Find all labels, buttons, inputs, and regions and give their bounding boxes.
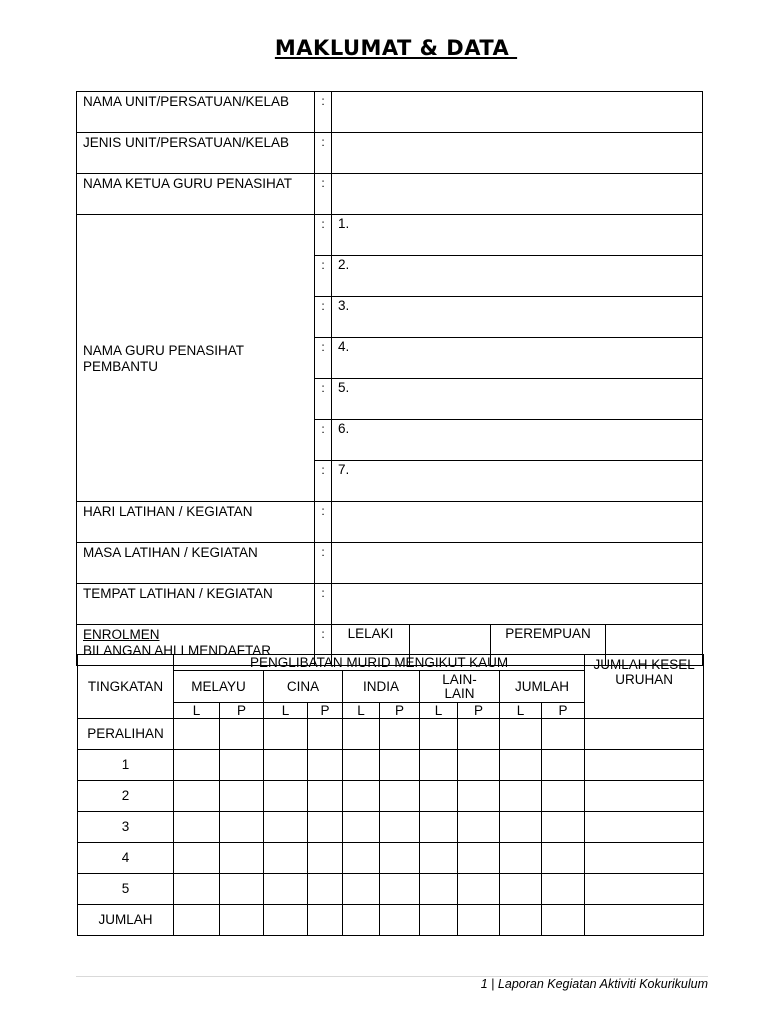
table-cell[interactable] xyxy=(585,874,704,905)
table-cell[interactable] xyxy=(585,781,704,812)
table-cell[interactable] xyxy=(174,874,220,905)
table-cell[interactable] xyxy=(343,719,380,750)
header-jumlah-keseluruhan xyxy=(585,655,704,719)
header-l-4: L xyxy=(500,703,542,719)
table-cell[interactable] xyxy=(500,843,542,874)
header-jumlah: JUMLAH xyxy=(500,671,585,703)
colon: : xyxy=(315,625,332,666)
table-cell[interactable] xyxy=(308,719,343,750)
row-hari xyxy=(77,502,703,543)
label-masa: MASA LATIHAN / KEGIATAN xyxy=(77,543,315,584)
table-cell[interactable] xyxy=(420,750,458,781)
header-p-4: P xyxy=(542,703,585,719)
label-lelaki: LELAKI xyxy=(332,625,410,666)
row-label: 5 xyxy=(78,874,174,905)
table-cell[interactable] xyxy=(220,812,264,843)
table-cell[interactable] xyxy=(458,750,500,781)
header-p-1: P xyxy=(308,703,343,719)
table-cell[interactable] xyxy=(380,812,420,843)
table-row xyxy=(78,843,704,874)
colon: : xyxy=(315,174,332,215)
header-p-2: P xyxy=(380,703,420,719)
table-cell[interactable] xyxy=(308,750,343,781)
colon: : xyxy=(315,256,332,297)
row-label: 4 xyxy=(78,843,174,874)
table-row xyxy=(78,781,704,812)
table-cell[interactable] xyxy=(308,781,343,812)
table-cell[interactable] xyxy=(343,843,380,874)
table-cell[interactable] xyxy=(542,874,585,905)
table-row xyxy=(78,750,704,781)
colon: : xyxy=(315,502,332,543)
colon: : xyxy=(315,92,332,133)
table-cell[interactable] xyxy=(458,781,500,812)
table-cell[interactable] xyxy=(500,874,542,905)
colon: : xyxy=(315,461,332,502)
table-cell[interactable] xyxy=(542,750,585,781)
table-cell[interactable] xyxy=(500,719,542,750)
row-jenis-unit xyxy=(77,133,703,174)
row-label: PERALIHAN xyxy=(78,719,174,750)
footer-text: Laporan Kegiatan Aktiviti Kokurikulum xyxy=(497,977,708,991)
colon: : xyxy=(315,297,332,338)
table-cell[interactable] xyxy=(220,781,264,812)
header-cina: CINA xyxy=(264,671,343,703)
table-cell[interactable] xyxy=(264,905,308,936)
table-cell[interactable] xyxy=(220,905,264,936)
field-pembantu-2[interactable]: 2. xyxy=(332,256,703,297)
label-enrolmen-heading: ENROLMEN xyxy=(83,627,160,642)
table-cell[interactable] xyxy=(458,905,500,936)
table-cell[interactable] xyxy=(585,750,704,781)
table-cell[interactable] xyxy=(174,812,220,843)
table-cell[interactable] xyxy=(308,812,343,843)
table-row xyxy=(78,874,704,905)
label-guru-pembantu: NAMA GURU PENASIHAT PEMBANTU xyxy=(77,215,315,502)
field-jenis-unit[interactable] xyxy=(332,133,703,174)
table-cell[interactable] xyxy=(585,905,704,936)
colon: : xyxy=(315,420,332,461)
table-cell[interactable] xyxy=(542,719,585,750)
table-cell[interactable] xyxy=(458,812,500,843)
field-pembantu-3[interactable]: 3. xyxy=(332,297,703,338)
table-cell[interactable] xyxy=(585,719,704,750)
label-hari: HARI LATIHAN / KEGIATAN xyxy=(77,502,315,543)
row-label: 3 xyxy=(78,812,174,843)
info-table xyxy=(76,91,703,666)
table-cell[interactable] xyxy=(500,812,542,843)
row-masa xyxy=(77,543,703,584)
table-cell[interactable] xyxy=(542,781,585,812)
field-pembantu-6[interactable]: 6. xyxy=(332,420,703,461)
field-nama-ketua[interactable] xyxy=(332,174,703,215)
label-tempat: TEMPAT LATIHAN / KEGIATAN xyxy=(77,584,315,625)
table-cell[interactable] xyxy=(542,905,585,936)
header-l-1: L xyxy=(264,703,308,719)
header-jumlah-keseluruhan-text: JUMLAH KESELURUHAN xyxy=(593,657,695,687)
label-bilangan: BILANGAN AHLI MENDAFTAR xyxy=(83,643,272,658)
header-lain-lain: LAIN- LAIN xyxy=(420,671,500,703)
table-cell[interactable] xyxy=(380,905,420,936)
table-cell[interactable] xyxy=(420,719,458,750)
table-cell[interactable] xyxy=(420,843,458,874)
table-cell[interactable] xyxy=(264,719,308,750)
row-pembantu-1 xyxy=(77,215,703,256)
table-cell[interactable] xyxy=(500,905,542,936)
table-cell[interactable] xyxy=(380,781,420,812)
table-cell[interactable] xyxy=(458,719,500,750)
field-pembantu-1[interactable]: 1. xyxy=(332,215,703,256)
table-cell[interactable] xyxy=(174,750,220,781)
table-cell[interactable] xyxy=(343,874,380,905)
footer-separator: | xyxy=(487,977,498,991)
table-cell[interactable] xyxy=(220,843,264,874)
table-cell[interactable] xyxy=(174,719,220,750)
colon: : xyxy=(315,543,332,584)
footer-page-number: 1 xyxy=(480,977,488,991)
header-l-0: L xyxy=(174,703,220,719)
colon: : xyxy=(315,215,332,256)
table-cell[interactable] xyxy=(308,843,343,874)
stats-table xyxy=(77,654,704,936)
colon: : xyxy=(315,338,332,379)
colon: : xyxy=(315,379,332,420)
field-pembantu-4[interactable]: 4. xyxy=(332,338,703,379)
table-cell[interactable] xyxy=(343,781,380,812)
table-cell[interactable] xyxy=(264,843,308,874)
field-tempat[interactable] xyxy=(332,584,703,625)
field-hari[interactable] xyxy=(332,502,703,543)
table-cell[interactable] xyxy=(380,874,420,905)
page-title: MAKLUMAT & DATA xyxy=(274,36,518,60)
field-pembantu-5[interactable]: 5. xyxy=(332,379,703,420)
table-cell[interactable] xyxy=(500,750,542,781)
table-cell[interactable] xyxy=(542,812,585,843)
table-cell[interactable] xyxy=(458,843,500,874)
header-melayu: MELAYU xyxy=(174,671,264,703)
page-footer xyxy=(481,977,708,991)
header-india: INDIA xyxy=(343,671,420,703)
table-cell[interactable] xyxy=(220,874,264,905)
colon: : xyxy=(315,584,332,625)
row-label: 1 xyxy=(78,750,174,781)
table-cell[interactable] xyxy=(308,905,343,936)
row-label: 2 xyxy=(78,781,174,812)
table-cell[interactable] xyxy=(264,781,308,812)
row-tempat xyxy=(77,584,703,625)
table-cell[interactable] xyxy=(220,750,264,781)
header-l-2: L xyxy=(343,703,380,719)
label-jenis-unit: JENIS UNIT/PERSATUAN/KELAB xyxy=(77,133,315,174)
label-nama-ketua: NAMA KETUA GURU PENASIHAT xyxy=(77,174,315,215)
table-cell[interactable] xyxy=(420,905,458,936)
table-cell[interactable] xyxy=(542,843,585,874)
table-row xyxy=(78,719,704,750)
label-nama-unit: NAMA UNIT/PERSATUAN/KELAB xyxy=(77,92,315,133)
field-pembantu-7[interactable]: 7. xyxy=(332,461,703,502)
table-cell[interactable] xyxy=(308,874,343,905)
header-p-3: P xyxy=(458,703,500,719)
table-cell[interactable] xyxy=(420,781,458,812)
table-cell[interactable] xyxy=(174,843,220,874)
table-cell[interactable] xyxy=(500,781,542,812)
header-l-3: L xyxy=(420,703,458,719)
table-cell[interactable] xyxy=(458,874,500,905)
table-cell[interactable] xyxy=(420,812,458,843)
table-cell[interactable] xyxy=(380,843,420,874)
table-cell[interactable] xyxy=(264,812,308,843)
table-cell[interactable] xyxy=(343,812,380,843)
table-cell[interactable] xyxy=(380,719,420,750)
table-cell[interactable] xyxy=(174,781,220,812)
table-row xyxy=(78,812,704,843)
table-cell[interactable] xyxy=(264,874,308,905)
table-cell[interactable] xyxy=(585,812,704,843)
row-nama-ketua xyxy=(77,174,703,215)
header-penglibatan: PENGLIBATAN MURID MENGIKUT KAUM xyxy=(174,655,585,671)
field-nama-unit[interactable] xyxy=(332,92,703,133)
table-cell[interactable] xyxy=(343,750,380,781)
header-tingkatan: TINGKATAN xyxy=(78,655,174,719)
table-cell[interactable] xyxy=(585,843,704,874)
table-cell[interactable] xyxy=(174,905,220,936)
colon: : xyxy=(315,133,332,174)
label-perempuan: PEREMPUAN xyxy=(491,625,606,666)
table-cell[interactable] xyxy=(343,905,380,936)
table-cell[interactable] xyxy=(420,874,458,905)
table-cell[interactable] xyxy=(220,719,264,750)
row-label: JUMLAH xyxy=(78,905,174,936)
row-nama-unit xyxy=(77,92,703,133)
table-row xyxy=(78,905,704,936)
table-cell[interactable] xyxy=(264,750,308,781)
field-masa[interactable] xyxy=(332,543,703,584)
table-cell[interactable] xyxy=(380,750,420,781)
header-p-0: P xyxy=(220,703,264,719)
